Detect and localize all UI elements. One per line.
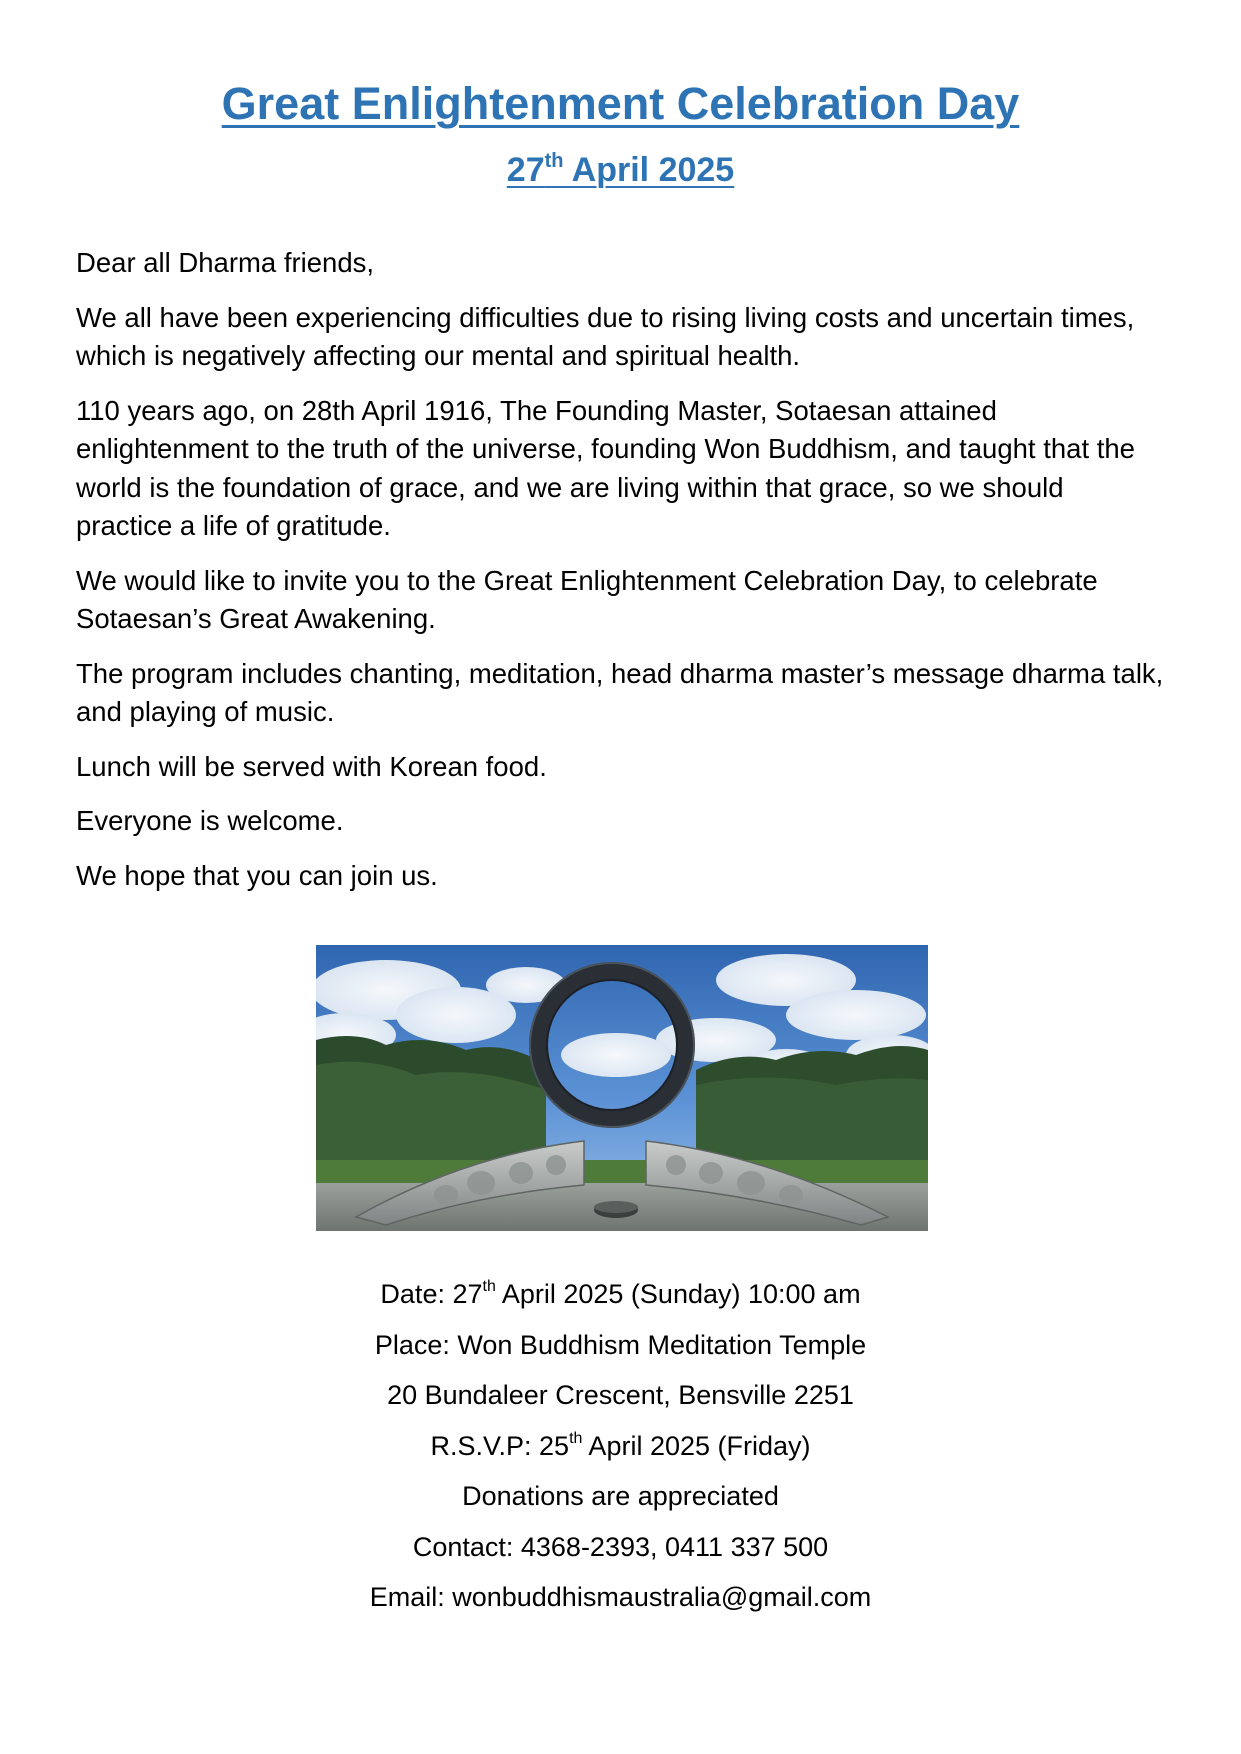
detail-rsvp-prefix: R.S.V.P: 25 bbox=[430, 1430, 570, 1461]
event-date-day: 27 bbox=[506, 151, 545, 189]
paragraph-program: The program includes chanting, meditation, head dharma master’s message dharma talk, and playing of music. bbox=[76, 657, 1164, 727]
detail-donations: Donations are appreciated bbox=[462, 1481, 779, 1511]
detail-email[interactable]: Email: wonbuddhismaustralia@gmail.com bbox=[369, 1582, 872, 1612]
detail-contact: Contact: 4368-2393, 0411 337 500 bbox=[412, 1531, 829, 1562]
detail-address: 20 Bundaleer Crescent, Bensville 2251 bbox=[387, 1380, 854, 1410]
detail-date-rest: April 2025 (Sunday) 10:00 am bbox=[495, 1279, 861, 1309]
title-text: Great Enlightenment Celebration Day bbox=[221, 78, 1020, 129]
detail-date-suffix: th bbox=[482, 1278, 496, 1295]
paragraph-welcome: Everyone is welcome. bbox=[76, 805, 344, 836]
letter-body bbox=[76, 244, 1166, 911]
detail-rsvp-rest: April 2025 (Friday) bbox=[582, 1430, 811, 1461]
event-details bbox=[0, 1269, 1241, 1623]
detail-rsvp bbox=[0, 1421, 1241, 1472]
won-circle-monument-photo bbox=[316, 945, 928, 1231]
salutation: Dear all Dharma friends, bbox=[76, 247, 375, 278]
detail-date-prefix: Date: 27 bbox=[380, 1279, 483, 1309]
event-date-heading bbox=[0, 146, 1241, 194]
detail-date bbox=[0, 1269, 1241, 1320]
detail-place: Place: Won Buddhism Meditation Temple bbox=[374, 1329, 867, 1360]
paragraph-difficulties: We all have been experiencing difficulties due to rising living costs and uncertain times, which is negatively affecting our mental and spiritual health. bbox=[76, 301, 1135, 371]
paragraph-lunch: Lunch will be served with Korean food. bbox=[76, 750, 547, 782]
detail-rsvp-suffix: th bbox=[569, 1429, 583, 1447]
page-title bbox=[0, 74, 1241, 134]
event-date-suffix: th bbox=[544, 150, 564, 172]
paragraph-closing: We hope that you can join us. bbox=[76, 859, 438, 891]
paragraph-history: 110 years ago, on 28th April 1916, The Founding Master, Sotaesan attained enlightenment to the truth of the universe, founding Won Buddhism, and taught that the world is the foundation of grace, and we are living within that grace, so we should practice a life of gratitude. bbox=[76, 394, 1135, 541]
monument-illustration bbox=[316, 945, 928, 1231]
event-date-underlined bbox=[507, 151, 734, 189]
paragraph-invitation: We would like to invite you to the Great Enlightenment Celebration Day, to celebrate Sotaesan’s Great Awakening. bbox=[76, 564, 1098, 634]
event-date-rest: April 2025 bbox=[563, 151, 735, 189]
